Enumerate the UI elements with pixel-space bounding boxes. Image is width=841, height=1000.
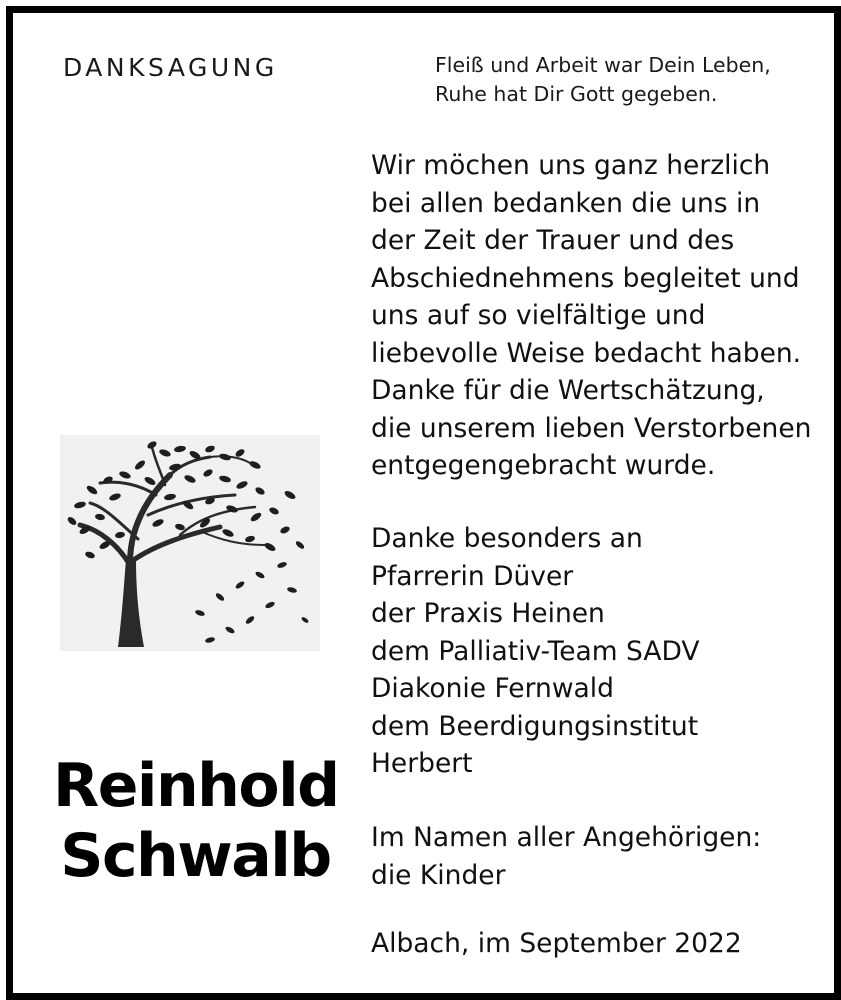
deceased-last-name: Schwalb: [60, 821, 331, 891]
tree-with-falling-leaves-icon: [60, 435, 320, 651]
verse-line: Ruhe hat Dir Gott gegeben.: [435, 82, 718, 106]
text-line: dem Palliativ-Team SADV: [371, 635, 700, 667]
text-line: entgegengebracht wurde.: [371, 450, 716, 481]
text-line: Abschiednehmens begleitet und: [371, 262, 800, 294]
place-date: [371, 925, 742, 963]
thanks-paragraph: [371, 147, 811, 485]
text-line: der Zeit der Trauer und des: [371, 225, 735, 256]
text-line: Pfarrerin Düver: [371, 560, 574, 592]
text-line: die Kinder: [371, 859, 506, 891]
deceased-name: [53, 751, 338, 891]
text-line: Herbert: [371, 748, 473, 779]
notice-heading: DANKSAGUNG: [63, 53, 278, 82]
place-date-text: Albach, im September 2022: [371, 928, 742, 959]
signature: [371, 819, 761, 894]
text-line: uns auf so vielfältige und: [371, 300, 706, 331]
text-line: Danke für die Wertschätzung,: [371, 375, 765, 406]
text-line: Im Namen aller Angehörigen:: [371, 822, 762, 853]
text-line: Diakonie Fernwald: [371, 673, 614, 704]
verse: [435, 51, 771, 109]
text-line: der Praxis Heinen: [371, 598, 605, 629]
text-line: Danke besonders an: [371, 523, 643, 554]
deceased-first-name: Reinhold: [53, 751, 339, 821]
text-line: Wir möchen uns ganz herzlich: [371, 150, 771, 181]
verse-line: Fleiß und Arbeit war Dein Leben,: [435, 53, 771, 77]
text-line: bei allen bedanken die uns in: [371, 187, 761, 219]
text-line: die unserem lieben Verstorbenen: [371, 412, 812, 444]
obituary-notice: [6, 6, 841, 1000]
special-thanks-list: [371, 520, 700, 783]
text-line: dem Beerdigungsinstitut: [371, 710, 699, 742]
text-line: liebevolle Weise bedacht haben.: [371, 337, 802, 369]
